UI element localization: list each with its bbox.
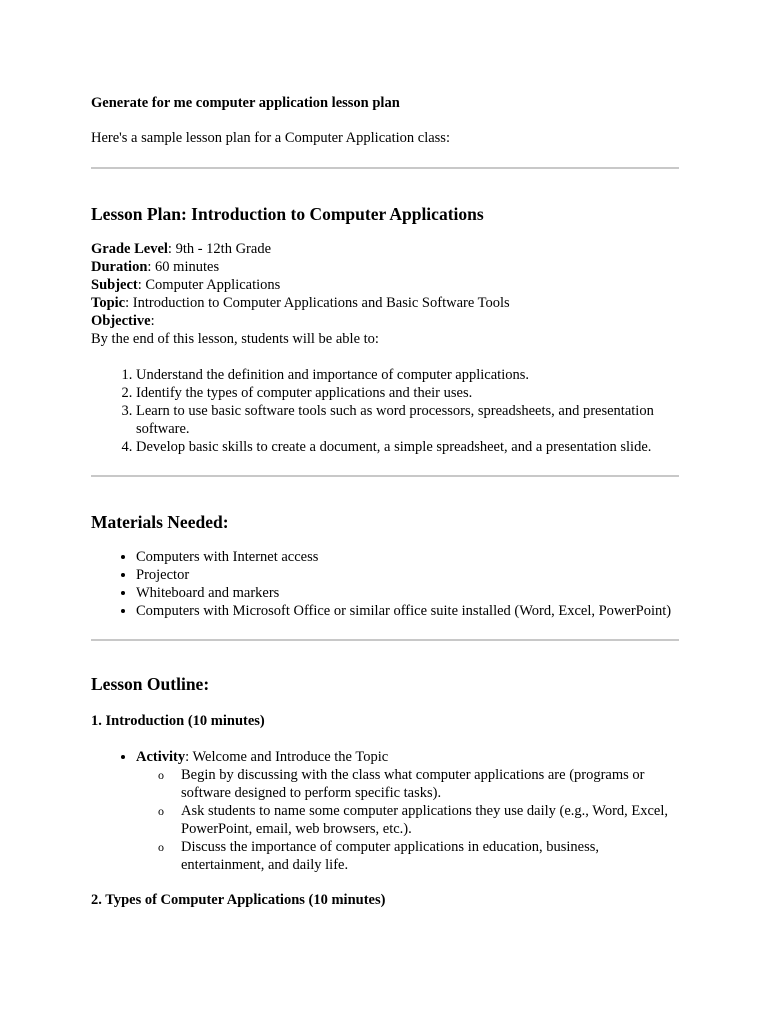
list-item: • Projector (136, 566, 679, 584)
sub-bullet-marker: o (158, 840, 164, 854)
objective-line (91, 312, 679, 330)
activity-label: Activity (136, 749, 186, 765)
sub-bullet-marker: o (158, 768, 164, 782)
sub-bullet-marker: o (158, 804, 164, 818)
list-item (158, 802, 679, 838)
sub-item-text: Ask students to name some computer applications they use daily (e.g., Word, Excel, PowerPoint, email, web browsers, etc.). (181, 803, 669, 837)
outline-title: Lesson Outline: (91, 674, 210, 694)
objective-intro: By the end of this lesson, students will be able to: (91, 331, 379, 347)
activity-list (91, 748, 679, 874)
activity-sub-list (136, 766, 679, 874)
list-item (158, 838, 679, 874)
list-item: 2. Identify the types of computer applications and their uses. (136, 384, 679, 402)
divider (91, 639, 679, 641)
materials-title: Materials Needed: (91, 512, 229, 532)
grade-level-label: Grade Level (91, 241, 168, 257)
sub-item-text: Begin by discussing with the class what computer applications are (programs or software designed to perform specific tasks). (181, 767, 645, 801)
grade-level-value: : 9th - 12th Grade (167, 241, 272, 257)
document-page (91, 94, 679, 909)
lesson-title: Lesson Plan: Introduction to Computer Applications (91, 204, 484, 224)
topic-line (91, 294, 679, 312)
list-item: 4. Develop basic skills to create a document, a simple spreadsheet, and a presentation slide. (136, 438, 679, 456)
subject-line (91, 276, 679, 294)
list-item: • Computers with Internet access (136, 548, 679, 566)
divider (91, 475, 679, 477)
list-item: 1. Understand the definition and importance of computer applications. (136, 366, 679, 384)
list-item (136, 748, 679, 874)
prompt-heading: Generate for me computer application lesson plan (91, 95, 400, 111)
activity-value: : Welcome and Introduce the Topic (185, 749, 389, 765)
subject-value: : Computer Applications (137, 277, 281, 293)
duration-label: Duration (91, 259, 148, 275)
topic-value: : Introduction to Computer Applications and Basic Software Tools (125, 295, 510, 311)
list-item: • Computers with Microsoft Office or similar office suite installed (Word, Excel, PowerPoint) (136, 602, 679, 620)
list-item: 3. Learn to use basic software tools such as word processors, spreadsheets, and presentation software. (136, 402, 679, 438)
objective-value: : (150, 313, 155, 329)
list-item: • Whiteboard and markers (136, 584, 679, 602)
lesson-meta (91, 240, 679, 348)
intro-text: Here's a sample lesson plan for a Computer Application class: (91, 130, 450, 146)
section-2-title: 2. Types of Computer Applications (10 minutes) (91, 892, 386, 908)
divider (91, 167, 679, 169)
duration-value: : 60 minutes (147, 259, 220, 275)
subject-label: Subject (91, 277, 138, 293)
duration-line (91, 258, 679, 276)
section-1-title: 1. Introduction (10 minutes) (91, 713, 265, 729)
materials-list (91, 548, 679, 620)
topic-label: Topic (91, 295, 126, 311)
objectives-list (91, 366, 679, 456)
grade-level-line (91, 240, 679, 258)
sub-item-text: Discuss the importance of computer applications in education, business, entertainment, and daily life. (181, 839, 599, 873)
list-item (158, 766, 679, 802)
objective-label: Objective (91, 313, 151, 329)
